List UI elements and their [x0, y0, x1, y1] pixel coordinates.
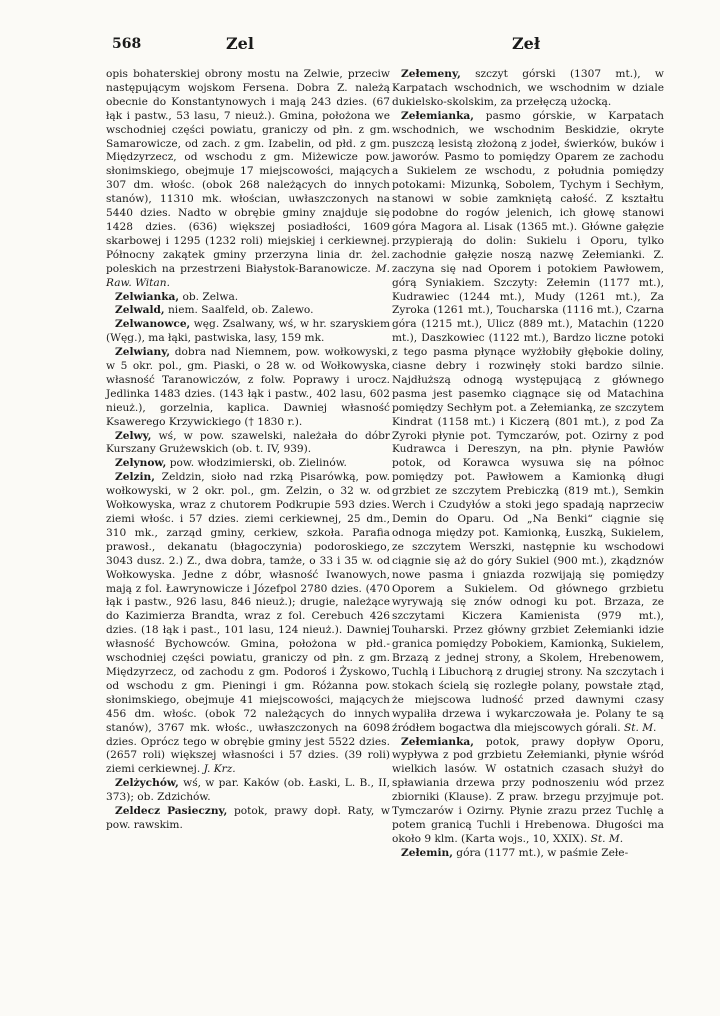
entry-body: góra (1177 mt.), w paśmie Zełe-: [456, 846, 629, 859]
entry-body: dobra nad Niemnem, pow. wołkowyski, w 5 okr. pol., gm. Piaski, o 28 w. od Wołkowyska, własność Taranowiczów, z folw. Poprawy i urocz. Jedlinka 1483 dzies. (143 łąk i pastw., 402 lasu, 602 nieuż.), gorzelnia, kaplica. Dawniej własność Ksawerego Krzywickiego († 1830 r.).: [106, 346, 390, 428]
entry-body: potok, prawy dopływ Oporu, wypływa z pod grzbietu Zełemianki, płynie wśród wielkich lasów. W ostatnich czasach służył do spławiania drzewa przy podnoszeniu wód przez zbiorniki (Klause). Z praw. brzegu przyjmuje pot. Tymczarów i Ozirny. Płynie zrazu przez Tuchlę a potem granicą Tuchli i Hrebenowa. Długości ma około 9 klm. (Karta wojs., 10, XXIX).: [392, 735, 664, 845]
entry-body: Zeldzin, sioło nad rzką Pisarówką, pow. wołkowyski, w 2 okr. pol., gm. Zelzin, o 32 w. od Wołkowyska, wraz z chutorem Podkrupie 593 dzies. ziemi włośc. i 57 dzies. ziemi cerkiewnej, 25 dm., 310 mk., zarząd gminy, cerkiew, szkoła. Parafia prawosł., dekanatu (błagoczynia) podoroskiego, 3043 dusz. 2.) Z., dwa dobra, tamże, o 33 i 35 w. od Wołkowyska. Jedne z dóbr, własność Iwanowych, mają z fol. Ławrynowicze i Józefpol 2780 dzies. (470 łąk i pastw., 926 lasu, 846 nieuż.); drugie, należące do Kazimierza Brandta, wraz z fol. Cerebuch 426 dzies. (18 łąk i past., 101 lasu, 124 nieuż.). Dawniej własność Bychowców. Gmina, położona w płd.-wschodniej części powiatu, graniczy od płn. z gm. Międzyrzecz, od zachodu z gm. Podoroś i Żyskowo, od wschodu z gm. Pieningi i gm. Różanna pow. słonimskiego, obejmuje 41 miejscowości, mających 456 dm. włośc. (obok 72 należących do innych stanów), 3767 mk. włośc., uwłaszczonych na 6098 dzies. Oprócz tego w obrębie gminy jest 5522 dzies. (2657 roli) większej własności i 57 dzies. (39 roli) ziemi cerkiewnej.: [106, 471, 390, 776]
entry-body: ob. Zelwa.: [182, 290, 239, 303]
entry-headword: Zełemianka,: [401, 109, 474, 122]
entry-headword: Zelwanowce,: [115, 318, 191, 331]
entry-body: szczyt górski (1307 mt.), w Karpatach wschodnich, we wschodnim w dziale dukielsko-skolskim, za przełęczą użocką.: [392, 68, 664, 108]
entry-signature: St. M.: [590, 832, 624, 845]
entry-body: potok, prawy dopł. Raty, w pow. rawskim.: [106, 805, 390, 831]
entry-headword: Zełemeny,: [401, 68, 461, 80]
dictionary-entry: [106, 318, 390, 346]
dictionary-entry: [106, 346, 390, 429]
entry-body: wś, w pow. szawelski, należała do dóbr Kurszany Grużewskich (ob. t. IV, 939).: [106, 429, 390, 456]
left-column: [106, 68, 390, 833]
entry-body: pow. włodzimierski, ob. Zielinów.: [169, 457, 347, 470]
entry-headword: Zelwald,: [115, 304, 165, 317]
dictionary-entry: [106, 291, 390, 305]
entry-headword: Zełemin,: [401, 846, 453, 859]
page-number: 568: [112, 36, 142, 52]
left-running-title: Zel: [226, 34, 254, 53]
entry-body: opis bohaterskiej obrony mostu na Zelwie, przeciw następującym wojskom Fersena. Dobra Z. należą obecnie do Konstantynowych i mają 243 dzies. (67 łąk i pastw., 53 lasu, 7 nieuż.). Gmina, położona we wschodniej części powiatu, graniczy od płn. z gm. Samarowicze, od zach. z gm. Izabelin, od płd. z gm. Międzyrzecz, od wschodu z gm. Miżewicze pow. słonimskiego, obejmuje 17 miejscowości, mających 307 dm. włośc. (obok 268 należących do innych stanów), 11310 mk. włościan, uwłaszczonych na 5440 dzies. Nadto w obrębie gminy znajduje się 1428 dzies. (636) większej posiadłości, 1609 skarbowej i 1295 (1232 roli) miejskiej i cerkiewnej. Północny zakątek gminy przerzyna linia dr. żel. poleskich na przestrzeni Białystok-Baranowicze.: [106, 68, 390, 275]
dictionary-entry: [106, 777, 390, 805]
entry-headword: Zeldecz Pasieczny,: [115, 805, 228, 818]
entry-signature: J. Krz.: [203, 763, 236, 776]
right-column: [392, 68, 664, 861]
entry-headword: Zelwiany,: [115, 346, 171, 359]
dictionary-entry: [106, 457, 390, 471]
entry-signature: M. Raw. Witan.: [106, 262, 390, 289]
entry-headword: Zelżychów,: [115, 777, 179, 790]
dictionary-entry: [106, 430, 390, 458]
dictionary-entry: [392, 847, 664, 861]
entry-headword: Zelynow,: [115, 457, 167, 470]
dictionary-entry: [106, 471, 390, 777]
entry-headword: Zełemianka,: [401, 735, 474, 748]
entry-headword: Zelwy,: [115, 429, 152, 442]
dictionary-entry: [106, 304, 390, 318]
entry-body: wś, w par. Kaków (ob. Łaski, L. B., II, 373); ob. Zdzichów.: [106, 777, 391, 804]
entry-signature: St. M.: [623, 721, 657, 734]
entry-body: węg. Zsalwany, wś, w hr. szaryskiem (Węg.), ma łąki, pastwiska, lasy, 159 mk.: [106, 318, 391, 345]
dictionary-entry: [392, 110, 664, 736]
entry-headword: Zelwianka,: [115, 290, 180, 303]
entry-body: pasmo górskie, w Karpatach wschodnich, we wschodnim Beskidzie, okryte puszczą lesistą złożoną z jodeł, świerków, buków i jaworów. Pasmo to pomiędzy Oparem ze zachodu a Sukielem ze wschodu, z południa pomiędzy potokami: Mizunką, Sobolem, Tychym i Sechłym, stanowi w sobie zamkniętą całość. Z kształtu podobne do rogów jelenich, ich głowę stanowi góra Magora al. Lisak (1365 mt.). Główne gałęzie przypierają do dolin: Sukielu i Oporu, tylko zachodnie gałęzie noszą nazwę Zełemianki. Z. zaczyna się nad Oporem i potokiem Pawłowem, górą Syniakiem. Szczyty: Zełemin (1177 mt.), Kudrawiec (1244 mt.), Mudy (1261 mt.), Za Zyroka (1261 mt.), Toucharska (1116 mt.), Czarna góra (1215 mt.), Ulicz (889 mt.), Matachin (1220 mt.), Daszkowiec (1122 mt.), Bardzo liczne potoki z tego pasma płynące wyżłobiły głębokie doliny, ciasne debry i rozwinęły stoki bardzo silnie. Najdłuższą odnogą występującą z głównego pasma jest pasemko ciągnące się od Matachina pomiędzy Sechłym pot. a Zełemianką, ze szczytem Kindrat (1158 mt.) i Kiczerą (801 mt.), z pod Za Zyroki płynie pot. Tymczarów, pot. Ozirny z pod Kudrawca i Dereszyn, na płn. płynie Pawłów potok, od Korawca wysuwa się na północ pomiędzy pot. Pawłowem a Kamionką długi grzbiet ze szczytem Prebiczką (819 mt.), Semkin Werch i Czudyłów a stoki jego spadają naprzeciw Demin do Oparu. Od „Na Benki“ ciągnie się odnoga między pot. Kamionką, Łuszką, Sukielem, ze szczytem Werszki, następnie ku wschodowi ciągnie się aż do góry Sukiel (900 mt.), zkądznów nowe pasma i gniazda rozwijają się pomiędzy Oporem a Sukielem. Od głównego grzbietu wyrywają się znów odnogi ku pot. Brzaza, ze szczytami Kiczera Kamienista (979 mt.), Touharski. Przez główny grzbiet Zełemianki idzie granica pomiędzy Pobokiem, Kamionką, Sukielem, Brzazą z jednej strony, a Skolem, Hrebenowem, Tuchlą i Libuchorą z drugiej strony. Na szczytach i stokach ścielą się rozległe polany, powstałe ztąd, że miejscowa ludność przed dawnymi czasy wypaliła drzewa i wykarczowała je. Polany te są źródłem bogactwa dla miejscowych górali.: [392, 109, 664, 734]
dictionary-entry: [106, 68, 390, 291]
dictionary-entry: [106, 805, 390, 833]
dictionary-entry: [392, 68, 664, 110]
dictionary-entry: [392, 736, 664, 847]
entry-headword: Zelzin,: [115, 471, 155, 484]
right-running-title: Zeł: [512, 34, 541, 53]
entry-body: niem. Saalfeld, ob. Zalewo.: [167, 304, 314, 317]
page-header: [0, 32, 720, 56]
